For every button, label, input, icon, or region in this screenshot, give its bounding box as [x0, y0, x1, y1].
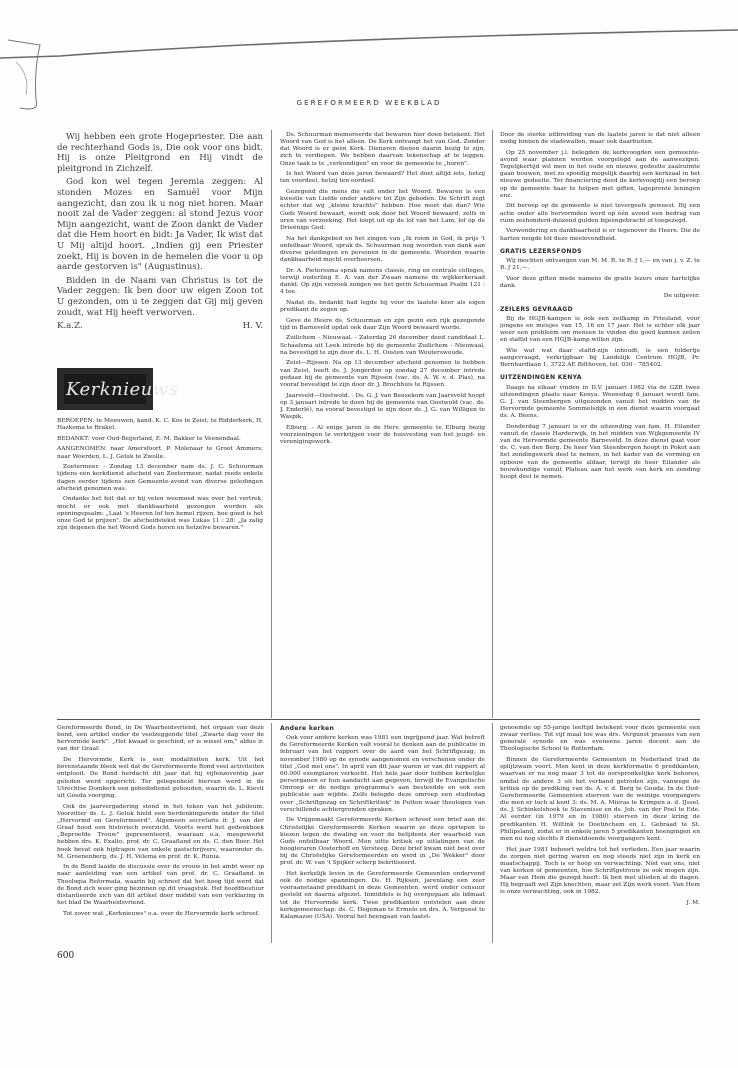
page-number: 600 — [57, 951, 75, 961]
church-news-column-1 — [57, 418, 263, 720]
news-paragraph: Verwondering en dankbaarheid is er tegenover de Heere. Die de harten neigde tot deze meelevendheid. — [500, 228, 700, 242]
signature-right: J. M. — [686, 900, 700, 907]
news-paragraph: Geve de Heere ds. Schuurman en zijn gezin een rijk gezegende tijd in Barneveld opdat ook daar Zijn Woord bewaard worde. — [280, 317, 485, 331]
news-beroepen: BEROEPEN: te Meeuwen, kand. K. C. Kos te Zeist; te Ridderkerk, H. Hazkema te Brakel. — [57, 418, 263, 432]
column-divider — [271, 130, 272, 718]
news-jaarsveld: Jaarsveld—Oostwold. - Ds. G. J. van Beusekom van Jaarsveld hoopt op 3 januari intrede te doen bij de gemeente van Oostwold (vac. ds. J. Enderlé), na vooraf bevestigd te zijn door ds. J. G. van Willigen te Waspik. — [280, 392, 485, 420]
review-column-3 — [500, 725, 700, 940]
church-news-column-3 — [500, 132, 700, 718]
news-paragraph: Door de sterke uitbreiding van de laatste jaren is dat niet alleen nodig binnen de stadswallen, maar ook daarbuiten. — [500, 132, 700, 146]
review-paragraph: De Hervormde Kerk is een modaliteiten kerk. Uit het bovenstaande bleek wel dat de Gereformeerde Bond veel activiteiten ontplooit. De Bond herdacht dit jaar dat hij vijfenzeventig jaar geleden werd opgericht. Ter gelegenheid hiervan werd in de Utrechtse Domkerk een gebedsdienst gehouden, waarin ds. L. Kievit uit Gouda voorging. — [57, 757, 264, 799]
review-column-2 — [280, 725, 485, 940]
news-zoetermeer: Zoetermeer. - Zondag 13 december nam ds. J. C. Schuurman tijdens een kerkdienst afscheid van Zoetermeer, nadat reeds enkele dagen eerder tijdens een Gemeente-avond van diverse geledingen afscheid genomen was. — [57, 464, 263, 492]
gratis-signature — [500, 293, 700, 300]
news-bedankt: BEDANKT: voor Oud-Beijerland, E. M. Bakker te Veenendaal. — [57, 435, 241, 442]
running-header: GEREFORMEERD WEEKBLAD — [296, 98, 442, 107]
news-paragraph: Voor deze giften mede namens de gratis lezers onze hartelijke dank. — [500, 275, 700, 289]
section-heading-gratis: GRATIS LEZERSFONDS — [500, 247, 582, 255]
news-paragraph: Is het Woord van deze jaren bewaard? Het doet altijd iets, hetzij ten voordeel, hetzij ten oordeel. — [280, 171, 485, 185]
news-zoetermeer-cont: Ondanks het feit dat er bij velen weemoed was over het vertrek, mocht er ook met dankbaarheid gezongen worden als openingspsalm: „Laat 's Heeren lof ten hemel rijzen, hoe goed is het onze God te prijzen". De afscheidstekst was Lukas 11 : 28: „Ja zalig zijn degenen die het Woord Gods horen en hetzelve bewaren." — [57, 496, 263, 532]
meditation-signature — [57, 321, 263, 332]
signature-left: K.a.Z. — [57, 321, 83, 332]
review-paragraph: genoemde op 55-jarige leeftijd betekent voor deze gemeente een zwaar verlies. Tot vijf maal toe was drs. Vergunst praeses van een generale synode en was eveneens jaren docent aan de Theologische School te Rotterdam. — [500, 725, 700, 753]
review-paragraph: De Vrijgemaakt Gereformeerde Kerken schreef een brief aan de Christelijke Gereformeerde Kerken waarin ze deze opriepen te kiezen tegen de dwaling en voor de belijdenis der waarheid van Gods onfeilbaar Woord. Men uitte kritiek op uitlatingen van de hoogleraren Oosterhoff en Versteeg. Deze brief kwam niet best over bij de Christelijke Gereformeerden en werd in „De Wekker" door prof. dr. W. van 't Spijker scherp bekritiseerd. — [280, 817, 485, 867]
review-paragraph: Ook voor andere kerken was 1981 een ingrijpend jaar. Wat betreft de Gereformeerde Kerken valt vooral te denken aan de publicatie in februari van het rapport over de aard van het Schriftgezag, in november 1980 op de synode aangenomen en verschenen onder de titel „God met ons". In april van dit jaar waren er van dit rapport al 60.000 exemplaren verkocht. Het hele jaar door hebben kerkelijke persorganen er hun aandacht aan gegeven, terwijl de Evangelische Omroep er de nodige programma's aan besteedde en ook een publicatie aan wijdde. Zelfs belegde deze omroep een studiedag over „Schriftgezag en Schriftkritiek" in Putten waar theologen van verschillende achtergronden spraken. — [280, 735, 485, 813]
news-paragraph: Daags na elkaar vinden in D.V. januari 1982 via de GZB twee uitzendingen plaats naar Kenya. Woensdag 6 januari wordt fam. G. J. van Steenbergen uitgezonden vanuit het midden van de Hervormde gemeente Sommelsdijk in een dienst waarin voorgaat ds. A. Beens. — [500, 384, 700, 420]
banner-title: Kerknieuws — [66, 379, 179, 400]
kerknieuws-banner — [57, 368, 179, 410]
section-heading-andere-kerken: Andere kerken — [280, 725, 335, 732]
section-divider — [57, 719, 700, 720]
section-heading-kenya: UITZENDINGEN KENYA — [500, 374, 582, 382]
meditation-paragraph: God kon wel tegen Jeremia zeggen: Al stonden Mozes en Samuël voor Mijn aangezicht, dan zou ik u nog niet horen. Maar nooit zal de Vader zeggen: al stond Jezus voor Mijn aangezicht, want de Zoon dankt de Vader dat die Hem hoort en bidt: Ja Vader, Ik wist dat U Mij altijd hoort. „Indien gij een Priester zoekt, Hij is boven in de hemelen die voor u op aarde gestorven is" (Augustinus). — [57, 177, 263, 273]
news-zeist: Zeist—Rijssen. Na op 13 december afscheid genomen te hebben van Zeist, heeft ds. J. Jongerden op zondag 27 december intrede gedaan bij de gemeente van Rijssen (vac. ds. A. W. v. d. Plas), na vooraf bevestigd te zijn door dr. J. Brochhuis te Rijssen. — [280, 360, 485, 388]
column-divider — [271, 723, 272, 943]
section-heading-zeilers: ZEILERS GEVRAAGD — [500, 305, 573, 313]
meditation-paragraph: Bidden in de Naam van Christus is tot de Vader zeggen: Ik ben door uw eigen Zoon tot U gezonden, om u te zeggen dat Gij mij geven zoudt, wat Hij heeft verworven. — [57, 275, 263, 318]
news-aangenomen: AANGENOMEN: naar Amersfoort, P. Molenaar te Groot Ammers; naar Woerden, L. J. Geluk te Zwolle. — [57, 446, 263, 460]
review-paragraph: Ook de jaarvergadering stond in het teken van het jubileum. Voorzitter ds. L. J. Geluk hield een herdenkingsrede onder de titel „Hervormd en Gereformeerd". Algemeen secretaris ir. J. van der Graaf hood een historisch overzicht. Voorts werd het gedenkboek „Beproefde Trouw" gepresenteerd, waaraan o.a. meegewerkt hebben drs. K. Exalto, prof. dr. C. Graafland en ds. C. den Boer. Het boek bevat ook bijdragen van enkele gastschrijvers, waaronder ds. M. Groenenberg, ds. J. H. Velema en prof. dr. K. Runia. — [57, 803, 264, 860]
news-paragraph: Op 25 november j.l. belegden de kerkvoogden een gemeente-avond waar plannen werden voorgelegd aan de aanwezigen. Tegelijkertijd wil men in het oude en nieuwe gedeelte zaalruimte gaan bouwen, met zo spoedig mogelijk daarbij een kerkzaal in het nieuwe gedeelte. Ter financiering deed de kerkvoogdij een beroep op de gemeente haar te helpen met giften, lageprente leningen enz. — [500, 149, 700, 199]
review-column-1 — [57, 725, 264, 940]
meditation-column — [57, 132, 263, 364]
column-divider — [492, 723, 493, 943]
news-paragraph: Bij de HGJB-kampen is ook een zeilkamp in Friesland, voor jongens en meisjes van 15, 16 en 17 jaar. Het is echter elk jaar weer een probleem om mensen te vinden die goed kunnen zeilen en staflid van een HGJB-kamp willen zijn. — [500, 315, 700, 344]
review-paragraph: Het kerkelijk leven in de Gereformeerde Gemeenten ondervond ook de nodige spanningen. Ds. H. Rijksen, jarenlang een zeer vooraanstaand predikant in deze Gemeenten, werd onder censuur gesteld en daarna afgezet. Inmiddels is hij overgegaan als lidmaat tot de Hervormde kerk. Twee predikanten ontvielen aan deze kerkgemeenschap: ds. C. Hegeman te Ermelo en drs. A. Vergunst te Kalamazoo (USA). Vooral het heengaan van laatst- — [280, 870, 485, 920]
meditation-paragraph: Wij hebben een grote Hogepriester. Die aan de rechterhand Gods is, Die ook voor ons bidt. Hij is onze Pleitgrond en Hij vindt de pleitgrond in Zichzelf. — [57, 132, 263, 174]
news-paragraph: Gezegend die mens die valt onder het Woord. Bewaren is een kwestie van Liefde onder andere tot Zijn geboden. De Schrift zegt echter dat wij „kleine krachts" hebben. Hoe moet dat dan? Wie Gods Woord bewaart, wordt ook door het Woord bewaard, zelfs in uren van verzoeking. Het loopt uit op de lof van het Lam, lof op de Drieënige God. — [280, 189, 485, 231]
news-paragraph: Wij mochten ontvangen van M. M. R. te R. ƒ 1,— en van j. v. Z. te R. ƒ 21,—. — [500, 257, 700, 271]
signature-right: De uitgever. — [663, 293, 700, 300]
news-zuilichem: Zuilichem - Nieuwaal. - Zaterdag 26 december deed candidaat L. Schaafsma uit Leek intrede bij de gemeente Zuilichem - Nieuwaal, na bevestigd te zijn door ds. L. H. Oosten van Wouterswoude. — [280, 335, 485, 356]
review-paragraph: Het jaar 1981 behoort weldra tot het verleden. Een jaar waarin de zorgen niet gering waren en nog steeds niet zijn in kerk en maatschappij. Toch is er hoop en verwachting. Niet van ons, niet van kerken of gemeenten, hoe Schriftgetrouw ze ook mogen zijn. Maar van Hem die gezegd heeft: Ik ben met ulieden al de dagen. Hij begraaft wel Zijn knechten, maar zet Zijn werk voort. Van Hem is onze verwachting, ook in 1982. — [500, 846, 700, 896]
review-paragraph: Binnen de Gereformeerde Gemeenten in Nederland trad de splijtzwam voort. Men kent in deze kerkformatie 6 predikanten, waarvan er nu nog maar 3 tot de oorspronkelijke kerk behoren, omdat de andere 3 uit het verband getreden zijn, vanwege de kritiek op de prediking van ds. A. v. d. Berg te Gouda. In de Oud-Gereformeerde Gemeenten stierven van de weinige voorgangers die men er toch al kent 3: ds. M. A. Mieras te Krimpen a. d. IJssel, ds. J. Schinkelshoek te Stavenisse en ds. Joh. van der Poel te Ede. Al eerder (in 1979 en in 1980) stierven in deze kring de predikanten H. Wiltink te Doetinchem en L. Gebraad te St. Philipsland, zodat er in enkele jaren 5 predikanten heengingen en men nu nog slechts 8 dienstdoende voorgangers kent. — [500, 757, 700, 842]
review-signature — [500, 900, 700, 907]
news-paragraph: Dit beroep op de gemeente is niet tevergeefs geweest. Bij een actie onder alle hervormden werd op één avond een bedrag van ruim zeshonderd-duizend gulden bijeengebracht of toegezegd. — [500, 203, 700, 224]
news-paragraph: Wie wat wat daar stafid-zijn inhoudt, is een foldertje aangevraagd, verkrijgbaar bij Landelijk Centrum HGJB, Pr. Bernhardlaan 1, 3722 AE Bilthoven, tel. 030 - 785402. — [500, 347, 700, 369]
news-paragraph: Na het dankgebed en het zingen van „Ik roem in God, ik prijs 't onfeilbaar Woord, sprak ds. Schuurman nog woorden van dank aan diverse geledingen en personen in de gemeente. Woorden waarin dankbaarheid mocht overheersen. — [280, 235, 485, 263]
news-paragraph: Dr. A. Pieterssma sprak namens classis, ring en centrale colleges, terwijl ouderling E. A. van der Zwaan namens de wijkkerkeraad dankt. Op zijn verzoek zongen we het gerin Schuurman Psalm 121 : 4 toe. — [280, 267, 485, 296]
news-paragraph: Ds. Schuurman memoreerde dat bewaren hier doen betekent. Het Woord van God is het alleen. De Kerk ontvangt het van God. Zonder dat Woord is er geen Kerk. Dienaren dienen daarin bezig te zijn, zich te verdiepen. We hebben daarvan tekenschap af te leggen. Onze taak is te „verkondigen" en voor de gemeente te „horen". — [280, 132, 485, 167]
church-news-column-2 — [280, 132, 485, 718]
review-paragraph: Gereformeerde Bond, in De Waarheidsvriend, het orgaan van deze bond, een artikel onder de veelzeggende titel „Zwarte dag voor de hervormde kerk". „Het kwaad is geschied, er is wissel om," aldus ir. van der Graaf. — [57, 725, 264, 753]
review-paragraph: In de Bond laaide de discussie over de vrouw in het ambt weer op naar aanleiding van een artikel van prof. dr. C. Graafland in Theologia Reformata, waarin hij schreef dat het hoog tijd werd dat de Bond zich weer ging bezinnen op dit vraagstuk. Het hoofdbestuur distantieerde zich van dit artikel door middel van een verklaring in het blad De Waarheidsvriend. — [57, 864, 264, 907]
news-paragraph: Donderdag 7 januari is er de uitzending van fam. H. Eilander vanuit de classis Harderwijk, in het midden van Wijkgemeente IV van de Hervormde gemeente Barneveld. In deze dienst gaat voor ds. C. van den Berg. De heer Van Steenbergen hoopt in Pokot aan het zendingswerk deel te nemen, in het kader van de vorming en opbouw van de gemeente aldaar, terwijl de heer Eilander als bouwkundige vanuit Plateau aan het werk van kerk en zending hoopt deel te nemen. — [500, 423, 700, 480]
signature-right: H. V. — [242, 321, 263, 332]
news-elburg: Elburg. - Al enige jaren is de Herv. gemeente te Elburg bezig voorzieningen te verkrijgen voor de huisvesting van het jeugd- en verenigingswerk. — [280, 424, 485, 445]
column-divider — [492, 130, 493, 718]
news-paragraph: Nadat ds. bedankt had legde hij voor de laatste keer als eigen predikant de zegen op. — [280, 299, 485, 313]
review-paragraph: Tot zover wat „Kerknieuws" o.a. over de Hervormde kerk schreef. — [63, 910, 260, 917]
